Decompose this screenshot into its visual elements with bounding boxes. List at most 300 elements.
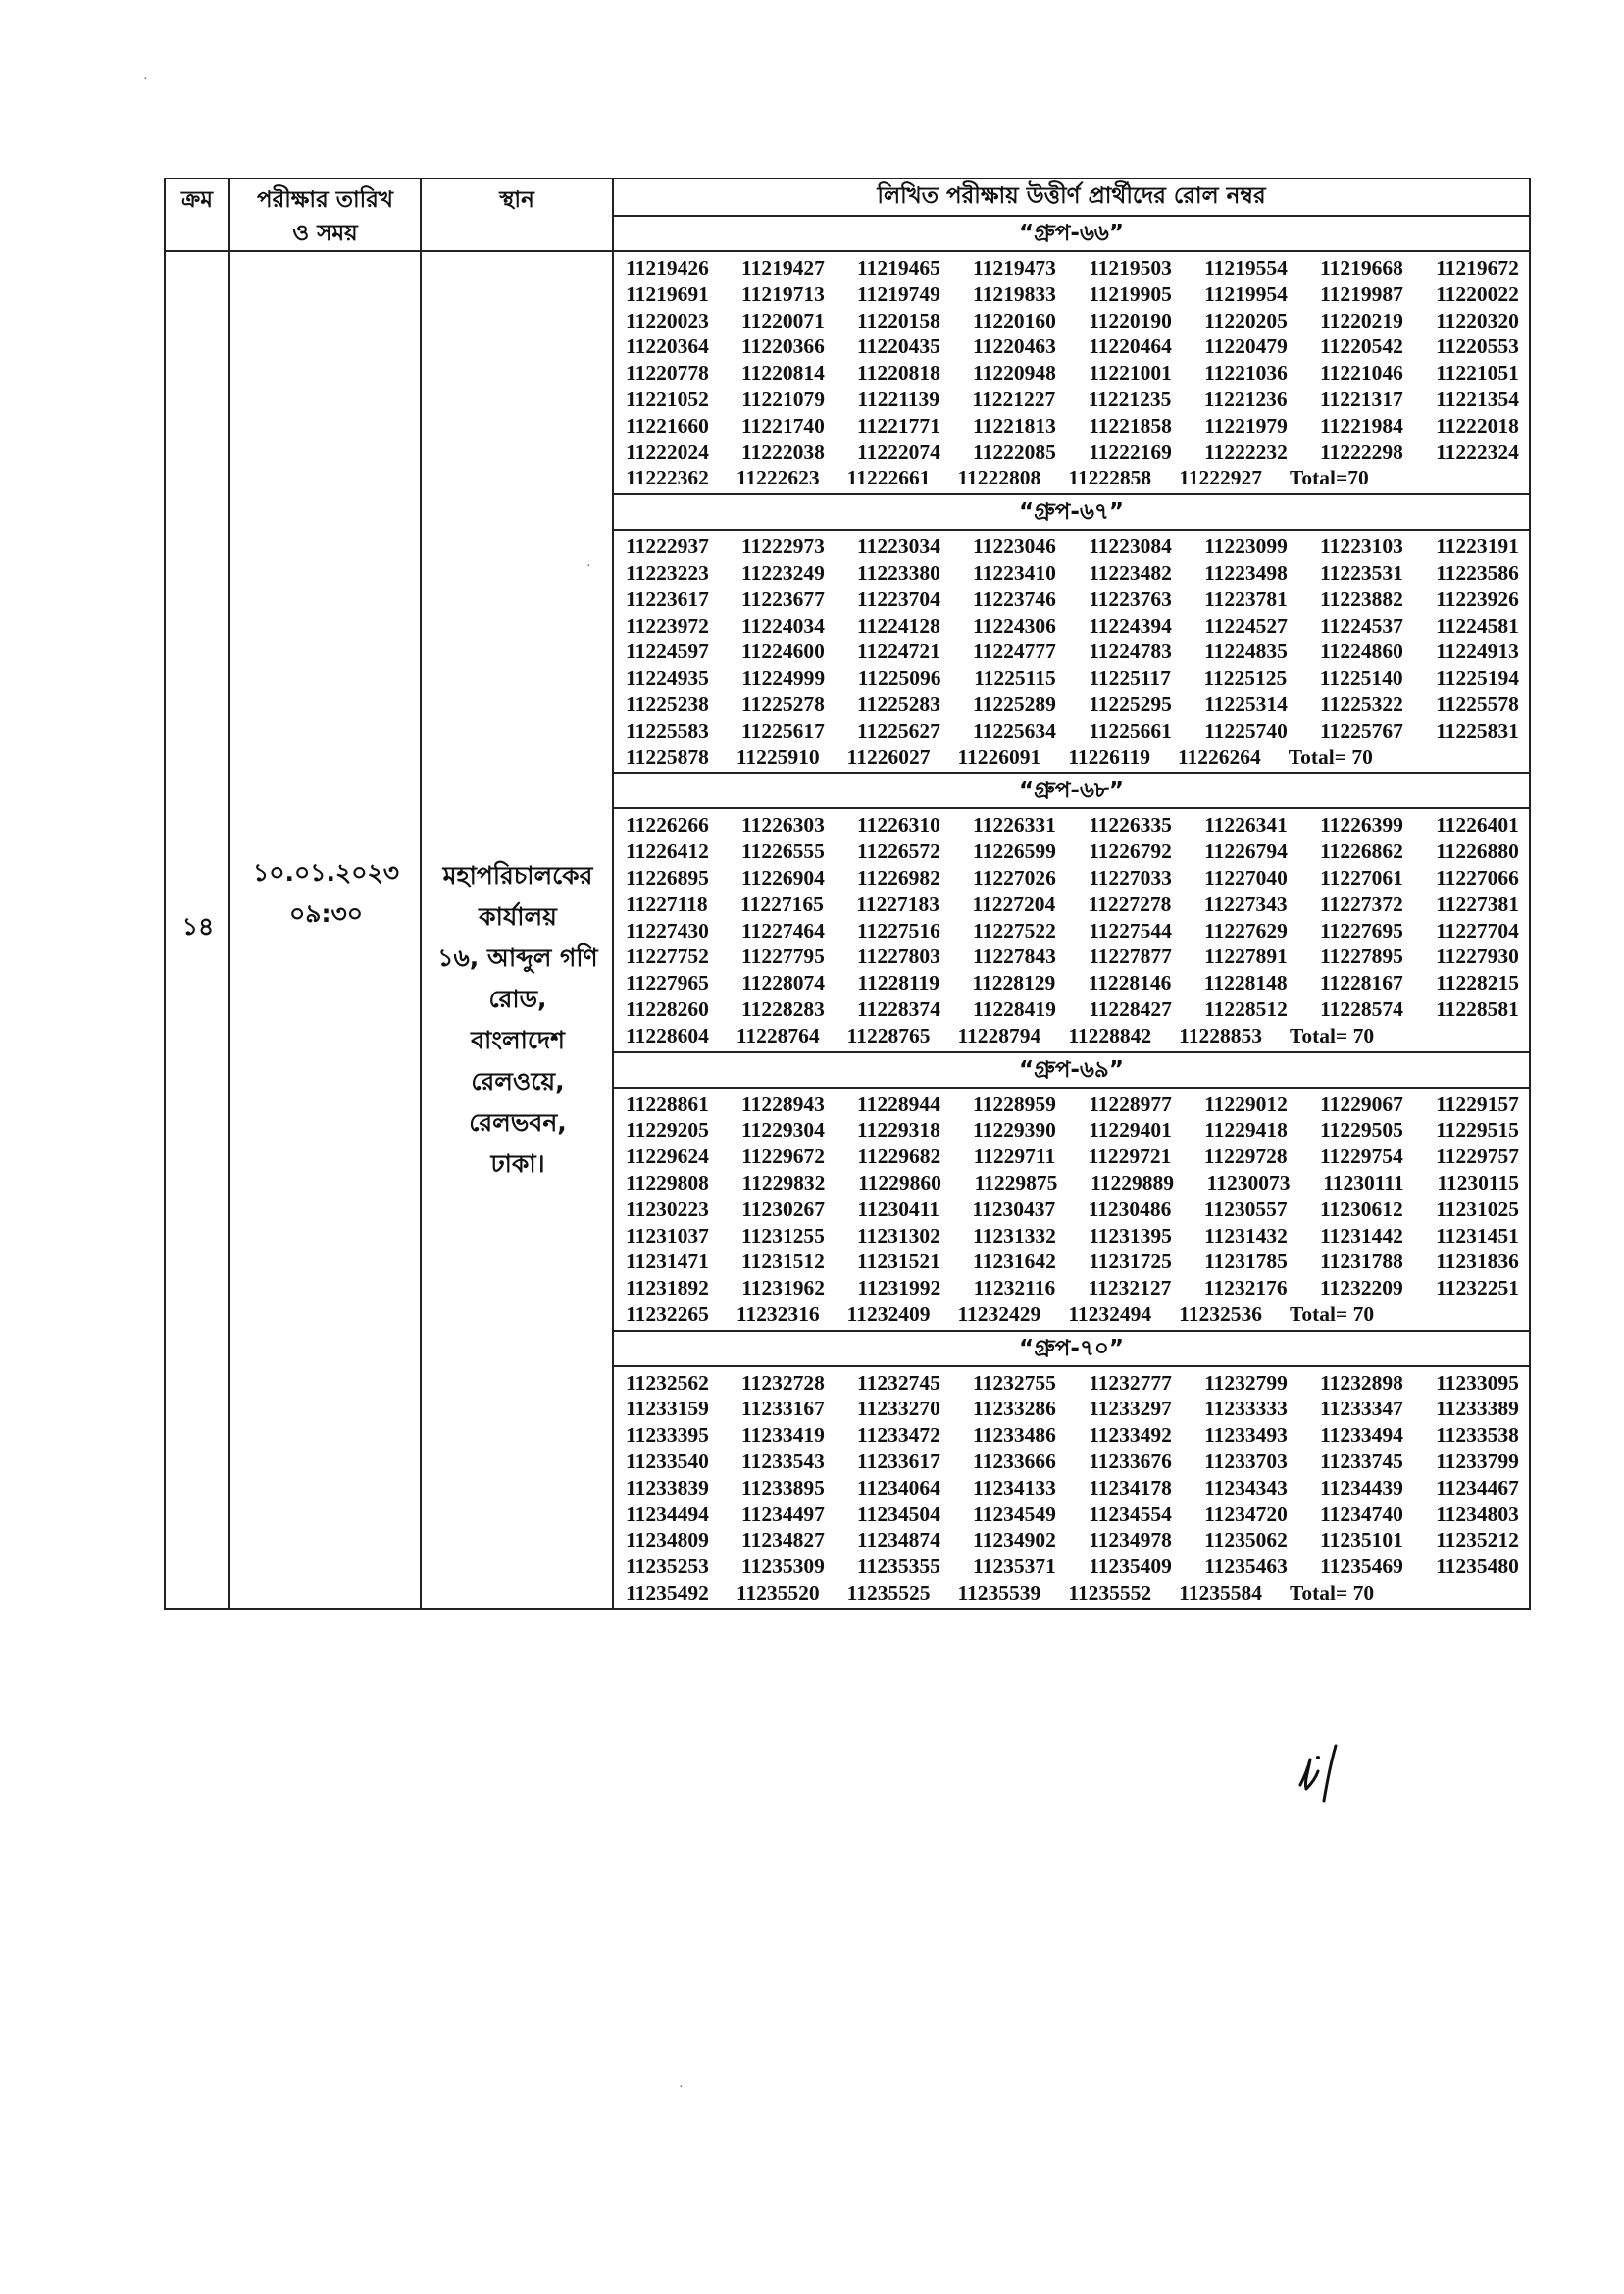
- roll-row: [626, 413, 1519, 439]
- roll-number: 11229728: [1203, 1145, 1288, 1169]
- roll-number: 11230111: [1323, 1170, 1404, 1195]
- results-table: [164, 178, 1531, 1610]
- roll-number: 11226572: [857, 840, 940, 864]
- roll-number: 11227891: [1204, 944, 1288, 969]
- roll-number: 11226341: [1204, 813, 1288, 838]
- roll-number: 11220158: [857, 308, 940, 332]
- roll-number: 11233543: [741, 1450, 825, 1474]
- roll-number: 11219465: [857, 256, 940, 280]
- roll-number: 11225283: [857, 691, 940, 716]
- roll-number: 11233839: [626, 1475, 709, 1500]
- roll-number: 11225278: [741, 691, 825, 716]
- roll-number: 11227895: [1320, 944, 1403, 969]
- roll-number: 11224777: [973, 639, 1056, 664]
- roll-row: [626, 1275, 1519, 1301]
- roll-number: 11221660: [626, 413, 709, 437]
- group-total: Total=70: [1289, 466, 1369, 490]
- roll-number: 11228794: [957, 1023, 1041, 1047]
- roll-number: 11224537: [1320, 613, 1403, 637]
- roll-number: 11224835: [1204, 639, 1288, 664]
- roll-number: 11233617: [857, 1450, 940, 1474]
- roll-number: 11228977: [1089, 1092, 1172, 1116]
- roll-number: 11221046: [1320, 361, 1403, 385]
- roll-number: 11227372: [1319, 892, 1403, 916]
- roll-number: 11223617: [626, 586, 709, 611]
- roll-row: [626, 534, 1519, 560]
- roll-list: [614, 1367, 1529, 1608]
- roll-row: [626, 1370, 1519, 1397]
- roll-row: [626, 1502, 1519, 1528]
- roll-number: 11231785: [1204, 1249, 1288, 1274]
- roll-number: 11229711: [973, 1145, 1056, 1169]
- roll-number: 11221858: [1089, 413, 1172, 437]
- roll-number: 11233095: [1436, 1370, 1519, 1395]
- roll-number: 11228074: [741, 971, 826, 995]
- roll-number: 11226792: [1089, 840, 1172, 864]
- roll-row: [626, 1396, 1519, 1422]
- roll-number: 11225115: [974, 666, 1056, 690]
- exam-time: ০৯:৩০: [289, 899, 363, 928]
- roll-row: [626, 386, 1519, 413]
- roll-number: 11220160: [973, 308, 1056, 332]
- roll-number: 11232429: [957, 1301, 1041, 1326]
- roll-number: 11220219: [1320, 308, 1403, 332]
- roll-number: 11229889: [1091, 1170, 1174, 1195]
- roll-row: [626, 586, 1519, 613]
- roll-number: 11227118: [626, 892, 708, 916]
- roll-number: 11224999: [741, 666, 826, 690]
- roll-number: 11222232: [1204, 439, 1288, 464]
- roll-number: 11228842: [1068, 1023, 1152, 1047]
- group-title: “গ্রুপ-৬৭”: [614, 495, 1529, 531]
- roll-number: 11232209: [1319, 1276, 1403, 1300]
- roll-number: 11222298: [1320, 439, 1403, 464]
- roll-number: 11228959: [973, 1092, 1056, 1116]
- roll-number: 11221052: [626, 386, 709, 411]
- roll-number: 11226880: [1436, 840, 1519, 864]
- group-total: Total= 70: [1289, 1301, 1375, 1326]
- roll-number: 11222937: [626, 535, 709, 559]
- roll-number: 11234803: [1436, 1502, 1519, 1526]
- roll-number: 11225096: [857, 666, 941, 690]
- roll-number: 11231521: [857, 1249, 940, 1274]
- roll-row: [626, 333, 1519, 360]
- date-cell: [229, 251, 421, 1609]
- roll-number: 11234467: [1436, 1475, 1519, 1500]
- roll-number: 11220818: [857, 361, 940, 385]
- roll-number: 11223482: [1089, 560, 1172, 585]
- roll-number: 11225125: [1203, 666, 1288, 690]
- roll-row: [626, 1301, 1519, 1328]
- roll-number: 11220542: [1320, 334, 1403, 359]
- roll-number: 11229304: [741, 1118, 825, 1143]
- roll-number: 11225194: [1436, 666, 1519, 690]
- roll-number: 11234178: [1089, 1475, 1172, 1500]
- roll-number: 11222038: [741, 439, 825, 464]
- roll-number: 11232316: [736, 1301, 820, 1326]
- venue-line: মহাপরিচালকের: [442, 861, 593, 890]
- roll-number: 11234064: [857, 1475, 940, 1500]
- roll-number: 11221227: [972, 386, 1056, 411]
- roll-number: 11223586: [1436, 560, 1519, 585]
- roll-number: 11232799: [1204, 1370, 1288, 1395]
- roll-number: 11220205: [1204, 308, 1288, 332]
- roll-number: 11232562: [626, 1370, 709, 1395]
- roll-number: 11223926: [1436, 586, 1519, 611]
- signature-initials: [1293, 1738, 1371, 1807]
- roll-number: 11231962: [741, 1276, 826, 1300]
- roll-number: 11228512: [1204, 996, 1288, 1021]
- roll-number: 11219905: [1089, 281, 1172, 306]
- roll-number: 11221813: [973, 413, 1056, 437]
- roll-number: 11228374: [857, 996, 940, 1021]
- roll-number: 11229682: [857, 1145, 941, 1169]
- roll-row: [626, 970, 1519, 996]
- roll-number: 11232536: [1179, 1301, 1262, 1326]
- roll-number: 11232745: [857, 1370, 940, 1395]
- roll-number: 11235463: [1204, 1555, 1288, 1579]
- header-serial-label: ক্রম: [180, 187, 213, 213]
- roll-list: [614, 809, 1529, 1050]
- roll-number: 11232265: [626, 1301, 709, 1326]
- roll-number: 11228853: [1179, 1023, 1262, 1047]
- roll-number: 11224394: [1089, 613, 1172, 637]
- roll-number: 11220071: [741, 308, 825, 332]
- roll-row: [626, 1527, 1519, 1554]
- roll-number: 11229875: [974, 1170, 1058, 1195]
- roll-number: 11226399: [1320, 813, 1403, 838]
- roll-number: 11235062: [1204, 1528, 1288, 1553]
- roll-list: [614, 252, 1529, 493]
- roll-number: 11235552: [1068, 1581, 1152, 1606]
- roll-number: 11231332: [973, 1223, 1056, 1248]
- roll-number: 11229860: [858, 1170, 941, 1195]
- roll-row: [626, 1249, 1519, 1275]
- roll-number: 11221036: [1204, 361, 1288, 385]
- roll-number: 11222973: [741, 535, 825, 559]
- roll-number: 11231642: [973, 1249, 1056, 1274]
- roll-number: 11219554: [1204, 256, 1288, 280]
- roll-number: 11233347: [1320, 1397, 1403, 1421]
- roll-number: 11226303: [741, 813, 825, 838]
- group-title: “গ্রুপ-৭০”: [614, 1332, 1529, 1367]
- roll-number: 11225583: [626, 718, 709, 742]
- roll-number: 11230612: [1319, 1197, 1403, 1221]
- roll-row: [626, 1117, 1519, 1144]
- roll-number: 11223249: [741, 560, 825, 585]
- roll-number: 11222324: [1436, 439, 1519, 464]
- roll-number: 11222018: [1436, 413, 1519, 437]
- roll-number: 11231432: [1204, 1223, 1288, 1248]
- header-rolls: [613, 178, 1530, 216]
- roll-number: 11232127: [1088, 1276, 1172, 1300]
- roll-number: 11234504: [857, 1502, 940, 1526]
- roll-number: 11219691: [626, 281, 709, 306]
- roll-number: 11222362: [626, 466, 709, 490]
- roll-number: 11227464: [741, 918, 825, 943]
- roll-number: 11230223: [626, 1197, 709, 1221]
- roll-number: 11221740: [741, 413, 825, 437]
- roll-row: [626, 1554, 1519, 1580]
- roll-number: 11229757: [1436, 1145, 1519, 1169]
- group-block: [614, 252, 1529, 495]
- roll-number: 11231725: [1089, 1249, 1172, 1274]
- roll-number: 11219426: [626, 256, 709, 280]
- roll-row: [626, 996, 1519, 1023]
- roll-number: 11220190: [1089, 308, 1172, 332]
- roll-number: 11233494: [1320, 1423, 1403, 1448]
- venue-line: রেলভবন,: [469, 1108, 567, 1137]
- scan-speck: ·: [679, 2080, 684, 2095]
- roll-number: 11224581: [1436, 613, 1519, 637]
- roll-number: 11234439: [1320, 1475, 1403, 1500]
- roll-number: 11227066: [1436, 865, 1519, 890]
- roll-row: [626, 718, 1519, 744]
- roll-number: 11227278: [1088, 892, 1172, 916]
- roll-number: 11234720: [1204, 1502, 1288, 1526]
- roll-number: 11225627: [857, 718, 940, 742]
- roll-number: 11224783: [1089, 639, 1172, 664]
- roll-number: 11227061: [1320, 865, 1403, 890]
- roll-number: 11227343: [1203, 892, 1288, 916]
- roll-number: 11232755: [973, 1370, 1056, 1395]
- roll-number: 11226310: [857, 813, 940, 838]
- roll-number: 11228765: [846, 1023, 931, 1047]
- roll-number: 11227877: [1089, 944, 1172, 969]
- roll-number: 11224597: [626, 639, 709, 664]
- roll-number: 11231025: [1436, 1197, 1519, 1221]
- group-block: [614, 1332, 1529, 1608]
- roll-number: 11224128: [857, 613, 940, 637]
- roll-number: 11233389: [1436, 1397, 1519, 1421]
- roll-number: 11223763: [1089, 586, 1172, 611]
- roll-number: 11229418: [1204, 1118, 1288, 1143]
- roll-number: 11235584: [1179, 1581, 1262, 1606]
- roll-number: 11228215: [1436, 971, 1519, 995]
- roll-number: 11223034: [857, 535, 940, 559]
- roll-number: 11230267: [741, 1197, 826, 1221]
- roll-number: 11225634: [973, 718, 1056, 742]
- roll-number: 11221079: [741, 386, 826, 411]
- roll-number: 11235492: [626, 1581, 709, 1606]
- group-block: [614, 774, 1529, 1052]
- roll-number: 11224306: [973, 613, 1056, 637]
- roll-row: [626, 1475, 1519, 1502]
- roll-number: 11231255: [741, 1223, 825, 1248]
- roll-number: 11232176: [1203, 1276, 1288, 1300]
- roll-number: 11226119: [1068, 744, 1150, 769]
- roll-row: [626, 1144, 1519, 1170]
- roll-number: 11234133: [973, 1475, 1056, 1500]
- roll-number: 11226794: [1204, 840, 1288, 864]
- roll-number: 11233159: [626, 1397, 709, 1421]
- roll-number: 11227795: [741, 944, 825, 969]
- roll-number: 11228119: [857, 971, 940, 995]
- roll-number: 11221984: [1320, 413, 1403, 437]
- roll-number: 11235409: [1089, 1555, 1172, 1579]
- group-title: “গ্রুপ-৬৬”: [1019, 221, 1124, 246]
- group-block: [614, 1053, 1529, 1332]
- roll-row: [626, 1422, 1519, 1449]
- roll-number: 11224600: [741, 639, 825, 664]
- roll-number: 11229390: [973, 1118, 1056, 1143]
- roll-row: [626, 865, 1519, 892]
- roll-number: 11234497: [741, 1502, 825, 1526]
- roll-number: 11225878: [626, 744, 709, 769]
- roll-number: 11227033: [1089, 865, 1172, 890]
- roll-number: 11235371: [973, 1555, 1056, 1579]
- roll-number: 11233895: [741, 1475, 825, 1500]
- roll-number: 11220435: [857, 334, 940, 359]
- roll-number: 11222085: [973, 439, 1056, 464]
- roll-number: 11225578: [1436, 691, 1519, 716]
- roll-row: [626, 943, 1519, 970]
- roll-number: 11228604: [626, 1023, 709, 1047]
- roll-number: 11219833: [973, 281, 1056, 306]
- roll-number: 11235309: [741, 1555, 825, 1579]
- roll-row: [626, 918, 1519, 944]
- roll-number: 11229515: [1436, 1118, 1519, 1143]
- roll-number: 11219713: [741, 281, 825, 306]
- header-date-label-1: পরীক্ষার তারিখ: [256, 187, 394, 213]
- roll-number: 11226904: [741, 865, 825, 890]
- roll-number: 11231892: [626, 1276, 709, 1300]
- roll-number: 11230557: [1203, 1197, 1288, 1221]
- roll-number: 11220023: [626, 308, 709, 332]
- roll-number: 11223498: [1204, 560, 1288, 585]
- roll-number: 11229205: [626, 1118, 709, 1143]
- roll-number: 11223704: [857, 586, 940, 611]
- roll-number: 11227704: [1436, 918, 1519, 943]
- roll-number: 11226091: [957, 744, 1041, 769]
- serial-number: ১৪: [181, 912, 215, 941]
- roll-number: 11231836: [1436, 1249, 1519, 1274]
- venue-line: কার্যালয়: [479, 902, 557, 931]
- roll-number: 11221001: [1089, 361, 1172, 385]
- roll-number: 11232116: [973, 1276, 1056, 1300]
- roll-number: 11232898: [1320, 1370, 1403, 1395]
- roll-number: 11222808: [957, 466, 1041, 490]
- roll-number: 11223781: [1204, 586, 1288, 611]
- roll-number: 11221979: [1204, 413, 1288, 437]
- roll-number: 11233703: [1204, 1450, 1288, 1474]
- roll-number: 11227803: [857, 944, 940, 969]
- roll-number: 11221317: [1319, 386, 1403, 411]
- roll-number: 11235480: [1436, 1555, 1519, 1579]
- header-rolls-label: লিখিত পরীক্ষায় উত্তীর্ণ প্রার্থীদের রোল নম্বর: [877, 183, 1266, 209]
- roll-number: 11220814: [741, 361, 825, 385]
- group-total: Total= 70: [1289, 1023, 1375, 1047]
- roll-number: 11231512: [741, 1249, 825, 1274]
- roll-row: [626, 892, 1519, 918]
- roll-row: [626, 665, 1519, 691]
- roll-number: 11220320: [1436, 308, 1519, 332]
- roll-number: 11229505: [1320, 1118, 1403, 1143]
- header-date: [229, 178, 421, 251]
- roll-row: [626, 638, 1519, 665]
- roll-number: 11229672: [741, 1145, 826, 1169]
- roll-number: 11226982: [857, 865, 940, 890]
- roll-number: 11224860: [1320, 639, 1403, 664]
- roll-number: 11228419: [973, 996, 1056, 1021]
- roll-number: 11226599: [973, 840, 1056, 864]
- roll-number: 11231302: [857, 1223, 940, 1248]
- roll-number: 11225314: [1204, 691, 1288, 716]
- roll-number: 11227040: [1204, 865, 1288, 890]
- roll-number: 11234809: [626, 1528, 709, 1553]
- roll-number: 11221235: [1088, 386, 1172, 411]
- roll-number: 11223410: [973, 560, 1056, 585]
- roll-row: [626, 812, 1519, 839]
- roll-number: 11223191: [1436, 535, 1519, 559]
- roll-number: 11233297: [1089, 1397, 1172, 1421]
- group-block: [614, 495, 1529, 774]
- roll-number: 11220464: [1089, 334, 1172, 359]
- groups-container: [614, 252, 1529, 1608]
- roll-number: 11235253: [626, 1555, 709, 1579]
- header-serial: [165, 178, 229, 251]
- roll-number: 11225831: [1436, 718, 1519, 742]
- roll-number: 11229401: [1089, 1118, 1172, 1143]
- roll-number: 11225767: [1320, 718, 1403, 742]
- roll-number: 11231037: [626, 1223, 709, 1248]
- roll-row: [626, 691, 1519, 718]
- roll-list: [614, 531, 1529, 772]
- roll-number: 11226266: [626, 813, 709, 838]
- roll-number: 11223380: [857, 560, 940, 585]
- roll-number: 11219954: [1204, 281, 1288, 306]
- roll-number: 11235101: [1320, 1528, 1403, 1553]
- roll-number: 11224935: [626, 666, 709, 690]
- roll-number: 11229624: [626, 1145, 709, 1169]
- results-sheet: [164, 178, 1529, 1704]
- roll-number: 11222169: [1089, 439, 1172, 464]
- venue-line: ১৬, আব্দুল গণি: [437, 943, 598, 972]
- roll-number: 11232251: [1436, 1276, 1519, 1300]
- roll-number: 11233270: [857, 1397, 940, 1421]
- roll-number: 11227381: [1436, 892, 1519, 916]
- roll-number: 11225289: [973, 691, 1056, 716]
- roll-number: 11228581: [1436, 996, 1519, 1021]
- roll-number: 11232494: [1068, 1301, 1152, 1326]
- roll-number: 11219668: [1320, 256, 1403, 280]
- roll-number: 11222927: [1179, 466, 1262, 490]
- roll-number: 11220463: [973, 334, 1056, 359]
- roll-number: 11235520: [736, 1581, 820, 1606]
- roll-number: 11229318: [857, 1118, 940, 1143]
- roll-number: 11222074: [857, 439, 940, 464]
- roll-number: 11233676: [1089, 1450, 1172, 1474]
- venue-line: রোড,: [488, 985, 547, 1013]
- roll-number: 11221236: [1203, 386, 1288, 411]
- roll-number: 11220778: [626, 361, 709, 385]
- roll-number: 11226335: [1089, 813, 1172, 838]
- roll-number: 11228427: [1089, 996, 1172, 1021]
- roll-number: 11228943: [741, 1092, 825, 1116]
- roll-number: 11233540: [626, 1450, 709, 1474]
- roll-number: 11223531: [1320, 560, 1403, 585]
- roll-row: [626, 360, 1519, 386]
- venue-cell: [421, 251, 613, 1609]
- roll-number: 11221771: [857, 413, 940, 437]
- roll-number: 11219503: [1089, 256, 1172, 280]
- roll-number: 11219672: [1436, 256, 1519, 280]
- roll-number: 11227026: [973, 865, 1056, 890]
- roll-number: 11225617: [741, 718, 825, 742]
- roll-number: 11225238: [626, 691, 709, 716]
- roll-number: 11224034: [741, 613, 825, 637]
- roll-number: 11220364: [626, 334, 709, 359]
